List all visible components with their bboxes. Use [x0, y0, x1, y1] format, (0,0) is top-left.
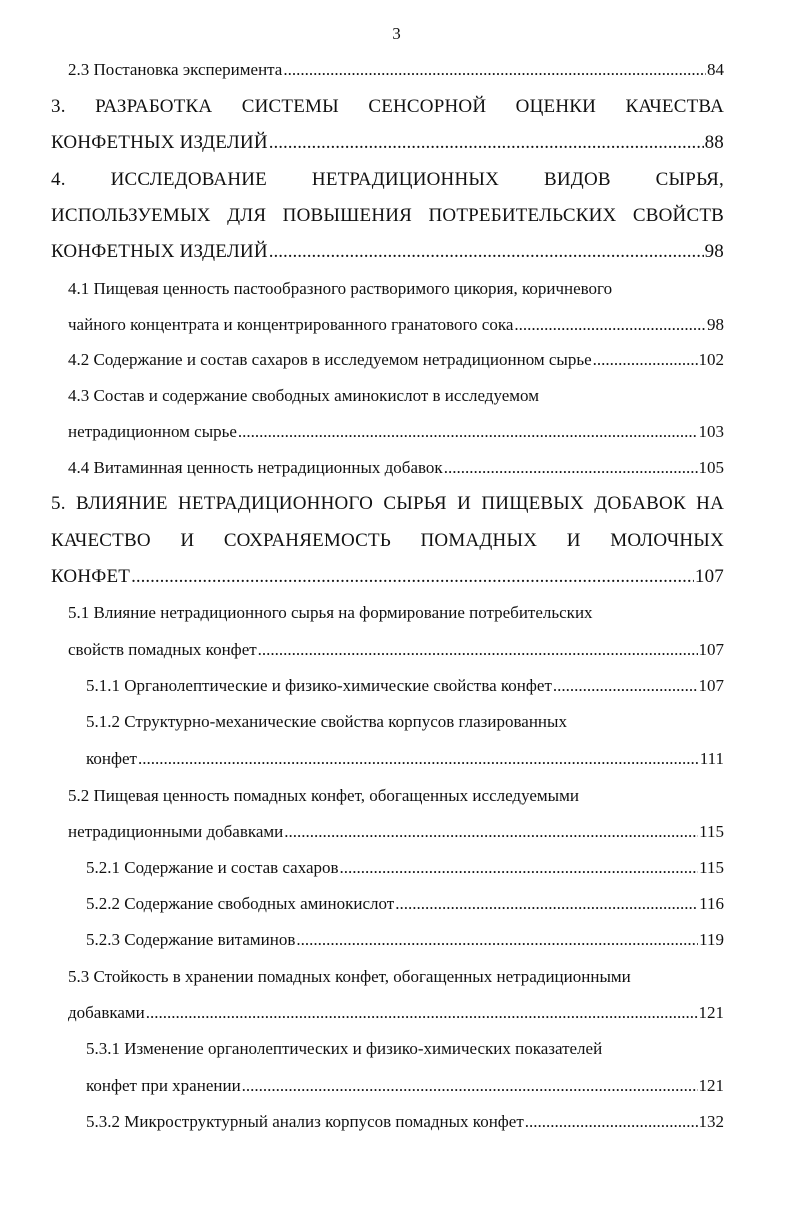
toc-entry-4-2 [68, 346, 724, 374]
dot-leader [146, 999, 698, 1027]
toc-entry-title: 5.3.1 Изменение органолептических и физико-химических показателей [86, 1039, 603, 1058]
toc-entry-title: 5.1.2 Структурно-механические свойства корпусов глазированных [86, 712, 567, 731]
dot-leader [296, 926, 698, 954]
toc-entry-5-3-line-1 [68, 963, 724, 991]
toc-entry-title: ИСПОЛЬЗУЕМЫХ ДЛЯ ПОВЫШЕНИЯ ПОТРЕБИТЕЛЬСКИХ СВОЙСТВ [51, 205, 724, 226]
dot-leader [284, 818, 698, 846]
toc-entry-title: нетрадиционном сырье [68, 422, 237, 441]
toc-entry-title: КОНФЕТ [51, 566, 131, 587]
toc-entry-title: 5.1.1 Органолептические и физико-химические свойства конфет [86, 676, 552, 695]
toc-entry-title: 5.3.2 Микроструктурный анализ корпусов помадных конфет [86, 1112, 524, 1131]
toc-entry-5-3-2 [86, 1108, 724, 1136]
dot-leader [131, 563, 694, 591]
dot-leader [258, 636, 698, 664]
toc-entry-4-4 [68, 454, 724, 482]
toc-entry-page: 115 [699, 858, 724, 877]
dot-leader [269, 238, 704, 266]
toc-entry-page: 98 [704, 241, 724, 262]
toc-entry-page: 115 [699, 822, 724, 841]
toc-entry-5-2-1 [86, 854, 724, 882]
toc-entry-5-1-1 [86, 672, 724, 700]
toc-entry-page: 84 [707, 60, 724, 79]
toc-entry-5-3 [68, 999, 724, 1027]
toc-entry-page: 102 [698, 350, 724, 369]
toc-entry-page: 105 [698, 458, 724, 477]
toc-entry-title: 4. ИССЛЕДОВАНИЕ НЕТРАДИЦИОННЫХ ВИДОВ СЫРЬЯ, [51, 169, 724, 190]
toc-entry-4 [51, 238, 724, 266]
toc-entry-title: 5.1 Влияние нетрадиционного сырья на формирование потребительских [68, 603, 593, 622]
dot-leader [340, 854, 699, 882]
dot-leader [525, 1108, 698, 1136]
toc-entry-page: 107 [698, 640, 724, 659]
toc-entry-5-line-1 [51, 490, 724, 518]
toc-entry-4-3 [68, 418, 724, 446]
toc-entry-3-line-1 [51, 93, 724, 121]
toc-entry-page: 111 [699, 749, 724, 768]
toc-entry-title: 4.3 Состав и содержание свободных аминокислот в исследуемом [68, 386, 539, 405]
toc-entry-title: КАЧЕСТВО И СОХРАНЯЕМОСТЬ ПОМАДНЫХ И МОЛОЧНЫХ [51, 530, 724, 551]
toc-entry-title: 5.2.2 Содержание свободных аминокислот [86, 894, 395, 913]
dot-leader [138, 745, 699, 773]
dot-leader [238, 418, 698, 446]
toc-entry-4-1 [68, 311, 724, 339]
toc-entry-5-line-2 [51, 527, 724, 555]
page-number: 3 [392, 24, 401, 43]
toc-entry-5-1-2-line-1 [86, 708, 724, 736]
toc-entry-3 [51, 129, 724, 157]
toc-entry-4-line-1 [51, 166, 724, 194]
toc-entry-title: 4.2 Содержание и состав сахаров в исследуемом нетрадиционном сырье [68, 350, 592, 369]
toc-entry-page: 116 [699, 894, 724, 913]
dot-leader [553, 672, 698, 700]
toc-entry-page: 119 [699, 930, 724, 949]
toc-entry-page: 103 [698, 422, 724, 441]
toc-entry-title: 5.3 Стойкость в хранении помадных конфет, обогащенных нетрадиционными [68, 967, 631, 986]
toc-entry-page: 107 [694, 566, 724, 587]
toc-entry-title: 5.2.1 Содержание и состав сахаров [86, 858, 339, 877]
toc-entry-5-2 [68, 818, 724, 846]
toc-entry-page: 107 [698, 676, 724, 695]
toc-entry-title: 4.1 Пищевая ценность пастообразного растворимого цикория, коричневого [68, 279, 613, 298]
dot-leader [444, 454, 698, 482]
dot-leader [514, 311, 706, 339]
toc-entry-5-3-1-line-1 [86, 1035, 724, 1063]
dot-leader [269, 129, 704, 157]
toc-entry-2-3 [68, 56, 724, 84]
toc-entry-title: свойств помадных конфет [68, 640, 257, 659]
toc-entry-page: 98 [707, 315, 724, 334]
toc-entry-5-2-3 [86, 926, 724, 954]
toc-entry-4-line-2 [51, 202, 724, 230]
toc-entry-page: 121 [698, 1076, 724, 1095]
toc-entry-5-3-1 [86, 1072, 724, 1100]
dot-leader [242, 1072, 698, 1100]
toc-entry-4-3-line-1 [68, 382, 724, 410]
toc-entry-page: 88 [704, 132, 724, 153]
toc-entry-title: 5.2.3 Содержание витаминов [86, 930, 296, 949]
toc-entry-title: нетрадиционными добавками [68, 822, 284, 841]
toc-entry-title: 2.3 Постановка эксперимента [68, 60, 283, 79]
dot-leader [593, 346, 698, 374]
toc-entry-5-1-line-1 [68, 599, 724, 627]
toc-entry-page: 121 [698, 1003, 724, 1022]
toc-entry-title: конфет при хранении [86, 1076, 241, 1095]
toc-entry-title: 5.2 Пищевая ценность помадных конфет, обогащенных исследуемыми [68, 786, 579, 805]
dot-leader [395, 890, 698, 918]
toc-entry-title: 4.4 Витаминная ценность нетрадиционных добавок [68, 458, 443, 477]
toc-entry-title: КОНФЕТНЫХ ИЗДЕЛИЙ [51, 132, 268, 153]
toc-entry-title: добавками [68, 1003, 145, 1022]
toc-entry-title: 5. ВЛИЯНИЕ НЕТРАДИЦИОННОГО СЫРЬЯ И ПИЩЕВЫХ ДОБАВОК НА [51, 493, 724, 514]
toc-entry-title: 3. РАЗРАБОТКА СИСТЕМЫ СЕНСОРНОЙ ОЦЕНКИ КАЧЕСТВА [51, 96, 724, 117]
toc-entry-5-1-2 [86, 745, 724, 773]
toc-entry-5-1 [68, 636, 724, 664]
toc-entry-5-2-line-1 [68, 782, 724, 810]
toc-entry-title: КОНФЕТНЫХ ИЗДЕЛИЙ [51, 241, 268, 262]
toc-entry-title: чайного концентрата и концентрированного гранатового сока [68, 315, 514, 334]
toc-entry-5 [51, 563, 724, 591]
toc-entry-5-2-2 [86, 890, 724, 918]
dot-leader [283, 56, 706, 84]
toc-entry-page: 132 [698, 1112, 724, 1131]
toc-entry-4-1-line-1 [68, 275, 724, 303]
toc-entry-title: конфет [86, 749, 137, 768]
